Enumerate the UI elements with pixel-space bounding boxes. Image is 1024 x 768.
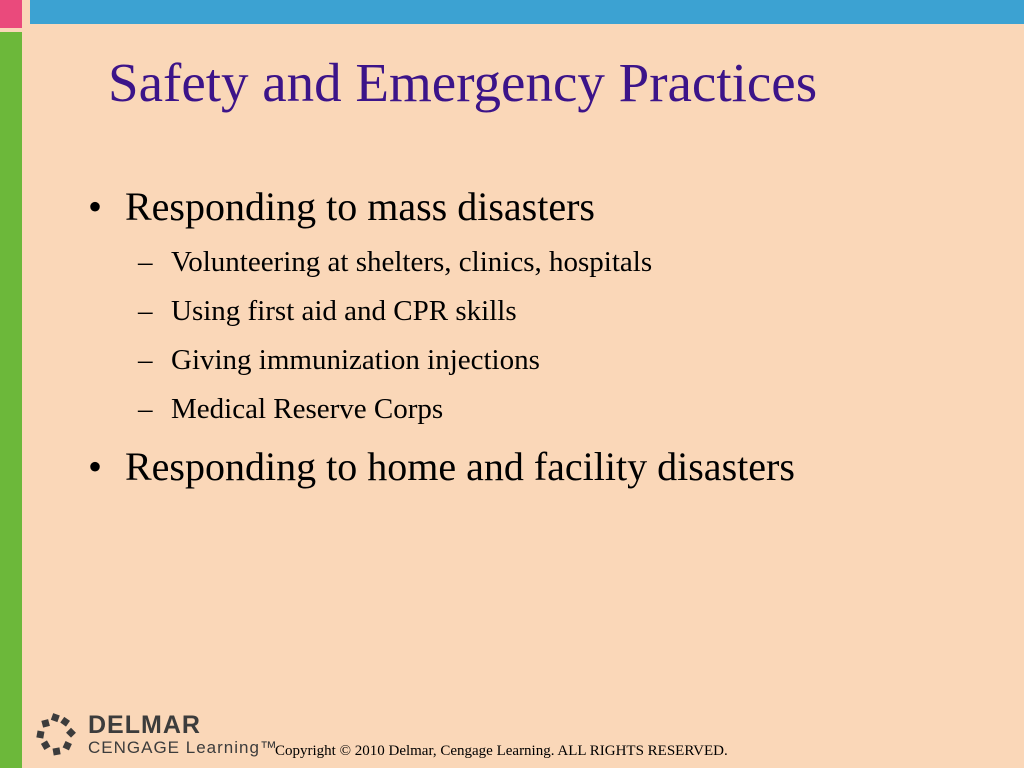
sub-marker: –: [138, 295, 153, 327]
sub-item-text: Giving immunization injections: [171, 344, 540, 376]
sub-item-text: Volunteering at shelters, clinics, hospitals: [171, 246, 653, 278]
top-left-accent: [0, 0, 22, 28]
slide-title: Safety and Emergency Practices: [108, 52, 818, 113]
sub-marker: –: [138, 246, 153, 278]
bullet-marker: •: [88, 444, 103, 489]
sub-marker: –: [138, 344, 153, 376]
bullet-text: Responding to home and facility disasters: [125, 444, 795, 489]
delmar-cengage-logo: [34, 712, 278, 758]
top-bar: [30, 0, 1024, 24]
logo-text-delmar: DELMAR: [88, 711, 201, 739]
sub-item-text: Medical Reserve Corps: [171, 393, 444, 425]
top-gap: [22, 0, 30, 28]
cengage-logo-icon: [34, 712, 80, 758]
bullet-item: [88, 180, 988, 234]
sub-item: [88, 238, 988, 287]
copyright-notice: Copyright © 2010 Delmar, Cengage Learning. ALL RIGHTS RESERVED.: [275, 743, 728, 759]
slide-content: [88, 180, 988, 498]
sub-item: [88, 336, 988, 385]
logo-wordmark: [88, 713, 278, 757]
sub-marker: –: [138, 393, 153, 425]
bullet-item: [88, 440, 988, 494]
bullet-text: Responding to mass disasters: [125, 184, 595, 229]
bullet-marker: •: [88, 184, 103, 229]
sub-item: [88, 287, 988, 336]
sub-item-text: Using first aid and CPR skills: [171, 295, 517, 327]
left-bar: [0, 32, 22, 768]
logo-text-cengage: CENGAGE Learning™: [88, 738, 278, 757]
sub-item: [88, 385, 988, 434]
